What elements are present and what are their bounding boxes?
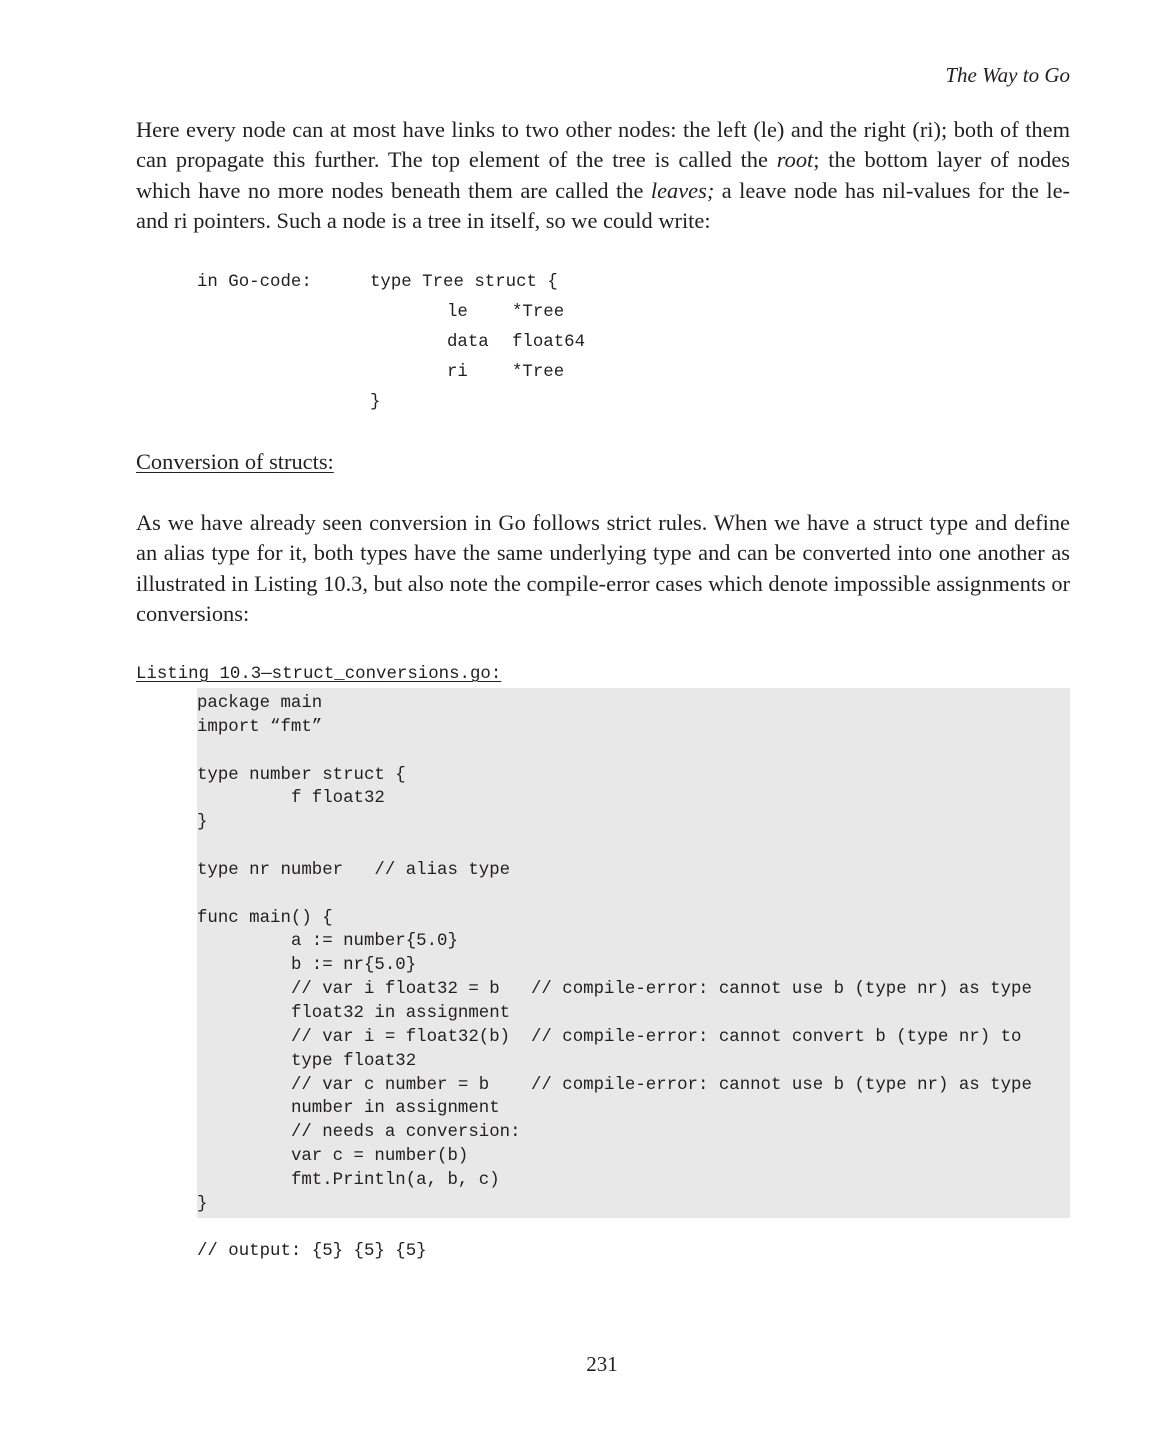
code-line: b := nr{5.0} <box>197 956 417 976</box>
code-line: // var c number = b // compile-error: cannot use b (type nr) as type <box>197 1075 1032 1095</box>
code-line: // needs a conversion: <box>197 1123 521 1143</box>
field-name: data <box>447 333 489 352</box>
code-line: number in assignment <box>197 1099 500 1119</box>
code-line: fmt.Println(a, b, c) <box>197 1170 500 1190</box>
code-line: func main() { <box>197 908 333 928</box>
code-line: a := number{5.0} <box>197 932 458 952</box>
paragraph-tree-description <box>136 115 1070 236</box>
text: Here every node can at most have links to two other nodes: the left (le) and the right (ri); both of them can propagate this further. The top element of the tree is called the <box>136 117 1070 173</box>
listing-title: Listing 10.3—struct_conversions.go: <box>136 665 502 684</box>
text: ; the bottom layer of nodes which have no more nodes beneath them are called the <box>136 147 1070 203</box>
term-root: root <box>776 147 814 173</box>
code-line: package main <box>197 694 323 713</box>
code-listing <box>197 692 1032 1217</box>
field-type: *Tree <box>512 303 565 322</box>
field-type: float64 <box>512 333 586 352</box>
field-name: ri <box>447 363 468 382</box>
page-number: 231 <box>586 1352 618 1376</box>
code-line: } <box>197 1194 208 1214</box>
code-line: var c = number(b) <box>197 1147 469 1167</box>
field-type: *Tree <box>512 363 565 382</box>
term-leaves: leaves; <box>650 177 715 203</box>
code-line <box>197 740 1032 764</box>
code-line: // var i float32 = b // compile-error: cannot use b (type nr) as type <box>197 980 1032 1000</box>
code-line: type float32 <box>197 1051 417 1071</box>
code-line <box>197 835 1032 859</box>
code-line: } <box>370 393 381 412</box>
paragraph-conversion: As we have already seen conversion in Go follows strict rules. When we have a struct type and define an alias type for it, both types have the same underlying type and can be converted into one another as illustrated in Listing 10.3, but also note the compile-error cases which denote impossible assignments or conversions: <box>136 510 1070 626</box>
code-label: in Go-code: <box>197 273 312 292</box>
code-line: type nr number // alias type <box>197 860 511 880</box>
code-line: type Tree struct { <box>370 273 558 292</box>
section-heading: Conversion of structs: <box>136 449 334 474</box>
code-line: f float32 <box>197 789 385 809</box>
code-line: float32 in assignment <box>197 1003 511 1023</box>
code-line <box>197 883 1032 907</box>
text: a leave node has nil-values for the le- and ri pointers. Such a node is a tree in itself, so we could write: <box>136 177 1070 233</box>
field-name: le <box>447 303 468 322</box>
code-line: // var i = float32(b) // compile-error: cannot convert b (type nr) to <box>197 1027 1022 1047</box>
code-line: } <box>197 813 208 833</box>
code-line: import “fmt” <box>197 717 323 737</box>
running-head: The Way to Go <box>945 63 1070 87</box>
code-line: type number struct { <box>197 765 406 785</box>
code-output: // output: {5} {5} {5} <box>197 1242 427 1261</box>
